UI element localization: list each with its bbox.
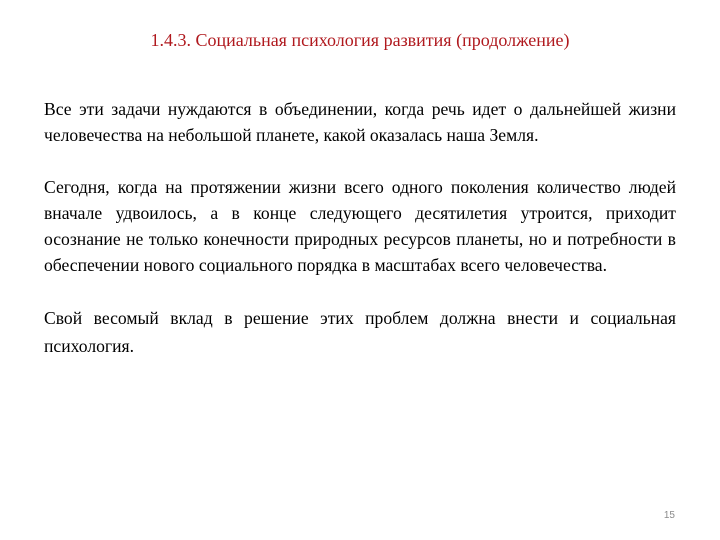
- slide-body: [44, 96, 676, 360]
- slide-title: 1.4.3. Социальная психология развития (продолжение): [150, 30, 570, 50]
- body-paragraph-3: Свой весомый вклад в решение этих проблем должна внести и социальная психология.: [44, 308, 676, 356]
- body-paragraph-1: Все эти задачи нуждаются в объединении, когда речь идет о дальнейшей жизни человечества на небольшой планете, какой оказалась наша Земля.: [44, 99, 676, 145]
- body-paragraph-2: Сегодня, когда на протяжении жизни всего одного поколения количество людей вначале удвоилось, а в конце следующего десятилетия утроится, приходит осознание не только конечности природных ресурсов планеты, но и потребности в обеспечении нового социального порядка в масштабах всего человечества.: [44, 177, 676, 275]
- page-number: 15: [663, 510, 675, 521]
